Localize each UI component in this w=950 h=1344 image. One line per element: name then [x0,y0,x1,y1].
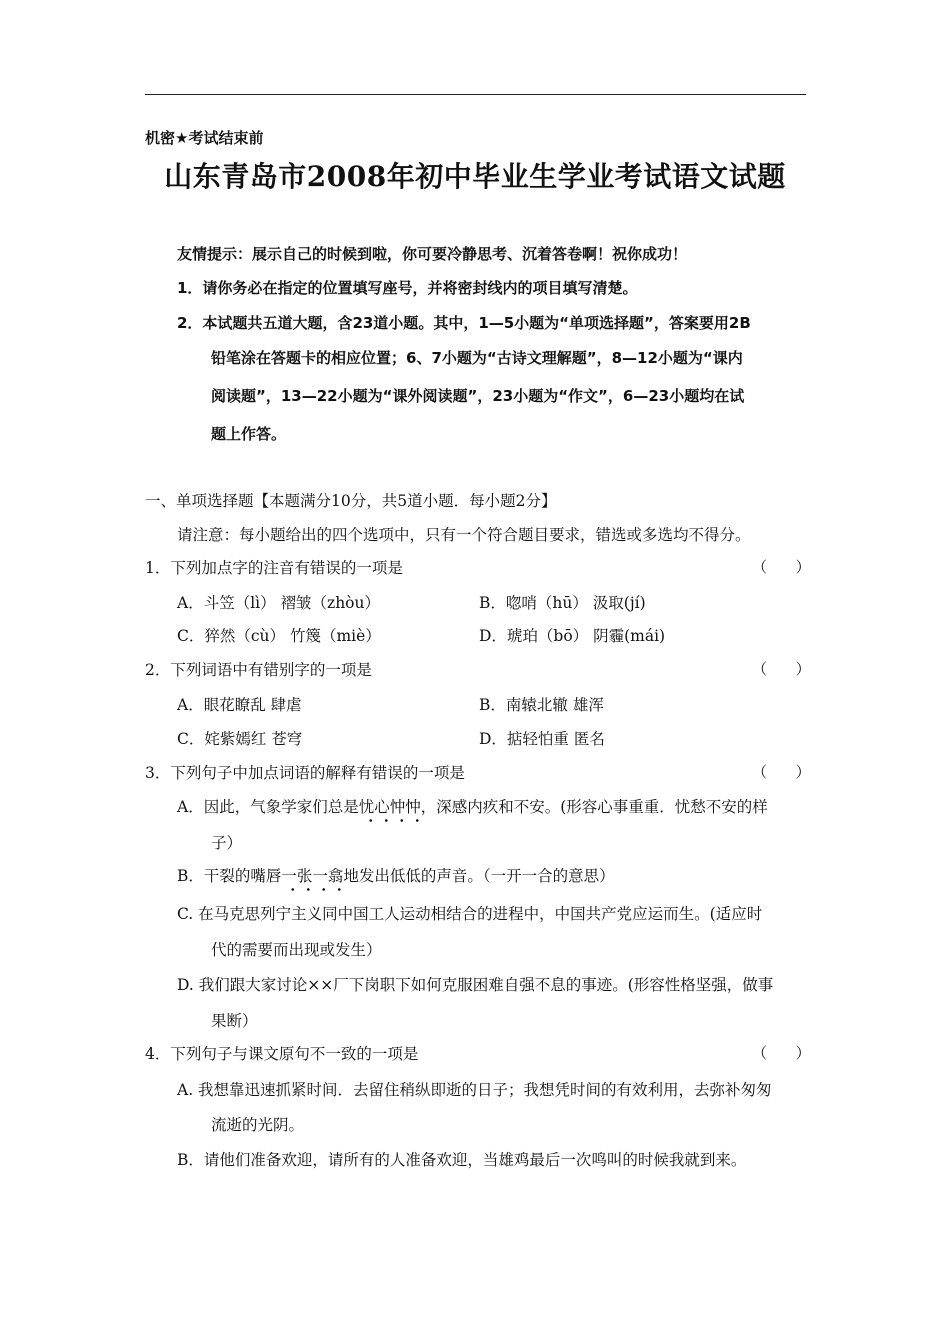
question-3-option-b-dotted-words: 一张一翕 [281,867,344,885]
tip-item-2-line-4: 题上作答。 [211,425,287,443]
confidential-label: 机密★考试结束前 [145,129,264,147]
question-2-option-a: A．眼花瞭乱 肆虐 [177,696,302,714]
question-1-option-b: B．唿哨（hū） 汲取(jí) [479,594,646,612]
question-4-stem: 4．下列句子与课文原句不一致的一项是 [145,1045,419,1063]
question-2-option-b: B．南辕北辙 雄浑 [479,696,604,714]
question-3-option-a-line-2: 子） [211,834,243,852]
question-3-option-a-suffix: ，深感内疚和不安。(形容心事重重．忧愁不安的样 [420,798,768,816]
tip-item-2-line-3: 阅读题”，13—22小题为“课外阅读题”，23小题为“作文”，6—23小题均在试 [211,387,745,405]
question-1-answer-paren: （ ） [752,558,811,576]
question-3-answer-paren: （ ） [752,763,811,781]
section-1-heading: 一、单项选择题【本题满分10分，共5道小题．每小题2分】 [145,492,557,510]
question-4-answer-paren: （ ） [752,1044,811,1062]
question-4-option-a-line-1: A. 我想靠迅速抓紧时间．去留住稍纵即逝的日子；我想凭时间的有效利用，去弥补匆匆 [177,1081,772,1099]
page-title: 山东青岛市2008年初中毕业生学业考试语文试题 [164,160,786,193]
section-1-note: 请注意：每小题给出的四个选项中，只有一个符合题目要求，错选或多选均不得分。 [177,526,751,544]
question-3-option-a-prefix: A．因此，气象学家们总是 [177,798,359,816]
tip-intro: 友情提示：展示自己的时候到啦，你可要冷静思考、沉着答卷啊！祝你成功！ [177,245,688,263]
question-3-option-d-line-1: D. 我们跟大家讨论××厂下岗职下如何克服困难自强不息的事迹。(形容性格坚强，做事 [177,976,774,994]
question-2-option-c: C．姹紫嫣红 苍穹 [177,730,303,748]
question-3-option-b [177,864,615,886]
question-3-option-c-line-1: C. 在马克思列宁主义同中国工人运动相结合的进程中，中国共产党应运而生。(适应时 [177,905,763,923]
question-4-option-b: B．请他们准备欢迎，请所有的人准备欢迎，当雄鸡最后一次鸣叫的时候我就到来。 [177,1151,747,1169]
question-1-option-a: A．斗笠（lì） 褶皱（zhòu） [177,594,380,612]
tip-item-2-line-1: 2．本试题共五道大题，含23道小题。其中，1—5小题为“单项选择题”，答案要用2B [177,314,751,332]
question-3-stem: 3．下列句子中加点词语的解释有错误的一项是 [145,764,465,782]
question-2-stem: 2．下列词语中有错别字的一项是 [145,661,372,679]
question-3-option-c-line-2: 代的需要而出现或发生） [211,941,382,959]
question-4-option-a-line-2: 流逝的光阴。 [211,1116,305,1134]
question-3-option-b-suffix: 地发出低低的声音。（一开一合的意思） [343,867,615,885]
tip-item-2-line-2: 铅笔涂在答题卡的相应位置；6、7小题为“古诗文理解题”，8—12小题为“课内 [211,349,743,367]
header-rule [145,94,806,95]
question-1-stem: 1．下列加点字的注音有错误的一项是 [145,559,403,577]
question-3-option-a-dotted-words: 忧心忡忡 [358,798,421,816]
question-3-option-d-line-2: 果断） [211,1012,258,1030]
question-2-option-d: D．掂轻怕重 匿名 [479,730,605,748]
question-2-answer-paren: （ ） [752,660,811,678]
question-1-option-c: C．猝然（cù） 竹篾（miè） [177,627,381,645]
question-3-option-b-prefix: B．干裂的嘴唇 [177,867,282,885]
question-1-option-d: D．琥珀（bō） 阴霾(mái) [479,627,666,645]
tip-item-1: 1．请你务必在指定的位置填写座号，并将密封线内的项目填写清楚。 [177,279,638,297]
question-3-option-a-line-1 [177,795,768,817]
